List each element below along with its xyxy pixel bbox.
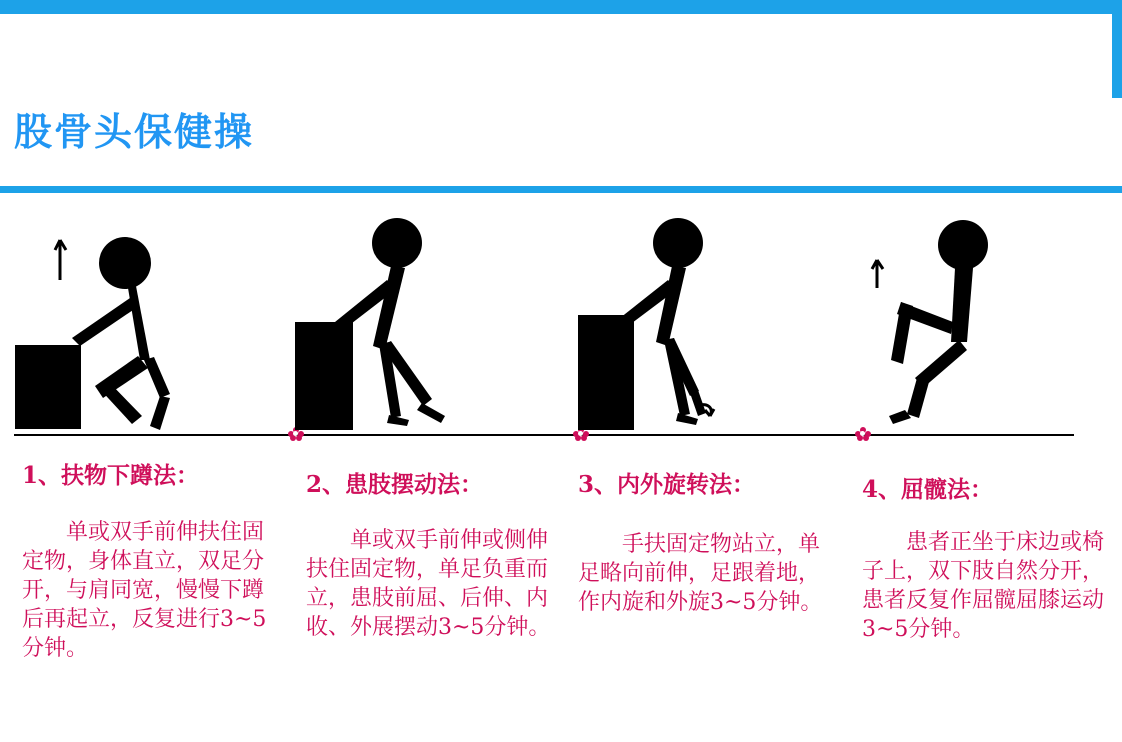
figure-person-squatting-holding-object bbox=[10, 210, 280, 436]
top-accent-bar bbox=[0, 0, 1122, 14]
figure-person-swinging-leg bbox=[295, 210, 565, 436]
right-accent-tab bbox=[1112, 14, 1122, 98]
panel-2-heading: 2、患肢摆动法： bbox=[306, 471, 484, 498]
figure-person-rotating-leg bbox=[578, 210, 848, 436]
panel-4-body: 患者正坐于床边或椅子上，双下肢自然分开，患者反复作屈髋屈膝运动3~5分钟。 bbox=[862, 530, 1105, 643]
panel-3-heading: 3、内外旋转法： bbox=[578, 471, 756, 498]
panel-1-body: 单或双手前伸扶住固定物，身体直立，双足分开，与肩同宽，慢慢下蹲后再起立，反复进行3~5分钟。 bbox=[22, 520, 267, 662]
panel-1-heading: 1、扶物下蹲法： bbox=[22, 462, 200, 489]
title-underline-rule bbox=[0, 186, 1122, 193]
panel-3-body: 手扶固定物站立，单足略向前伸，足跟着地，作内旋和外旋3~5分钟。 bbox=[578, 532, 823, 616]
figure-person-sitting-hip-flexion bbox=[855, 210, 1105, 436]
panel-4-heading: 4、屈髋法： bbox=[862, 476, 994, 503]
panel-2-body: 单或双手前伸或侧伸扶住固定物，单足负重而立，患肢前屈、后伸、内收、外展摆动3~5分钟。 bbox=[306, 528, 551, 641]
page-title: 股骨头保健操 bbox=[14, 109, 255, 154]
